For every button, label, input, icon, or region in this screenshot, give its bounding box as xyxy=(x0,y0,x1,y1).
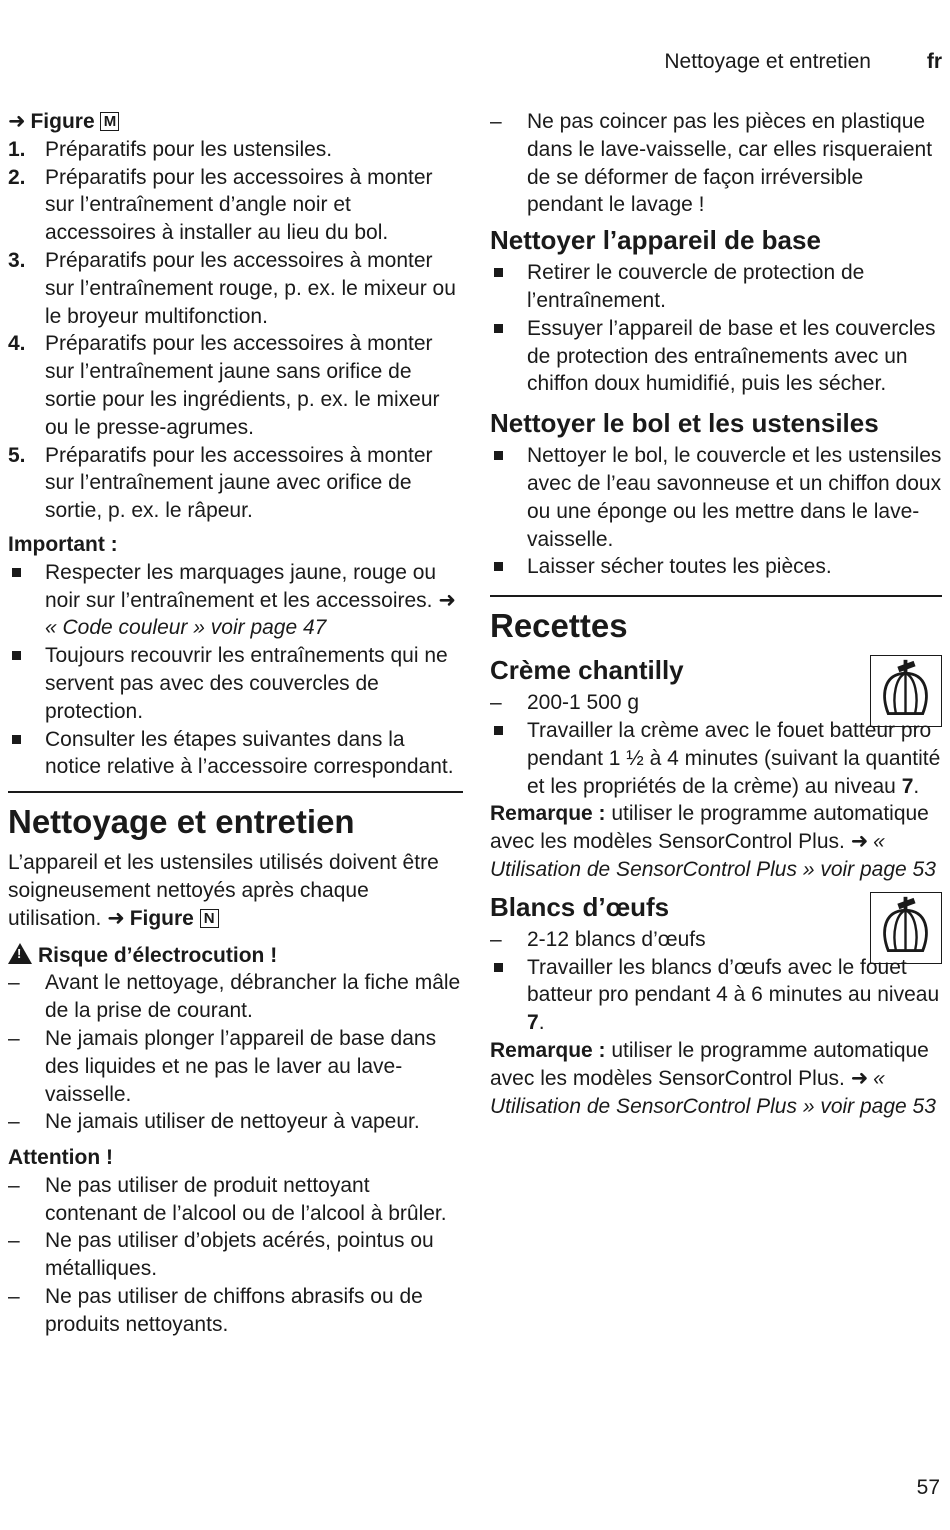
important-text: Consulter les étapes suivantes dans la notice relative à l’accessoire correspondant. xyxy=(45,727,454,779)
arrow-icon: ➜ xyxy=(850,1066,868,1090)
step-text: Préparatifs pour les accessoires à monter sur l’entraînement jaune sans orifice de sortie pour les ingrédients, p. ex. le mixeur ou le presse-agrumes. xyxy=(45,332,440,439)
bullet-icon xyxy=(12,651,21,660)
note-label: Remarque : xyxy=(490,1038,606,1062)
list-item: – 200-1 500 g xyxy=(490,689,942,717)
step-number: 3. xyxy=(8,248,26,272)
step-number: 2. xyxy=(8,165,26,189)
instruction-text: Laisser sécher toutes les pièces. xyxy=(527,555,832,579)
list-item xyxy=(8,559,463,642)
recipe-step: Travailler les blancs d’œufs avec le fouet batteur pro pendant 4 à 6 minutes au niveau xyxy=(527,955,940,1007)
cross-reference-link[interactable]: « Utilisation de SensorControl Plus » voir page 53 xyxy=(490,830,936,881)
instruction-text: Retirer le couvercle de protection de l’entraînement. xyxy=(527,261,865,312)
list-item xyxy=(490,553,942,581)
step-text: Préparatifs pour les accessoires à monter sur l’entraînement jaune avec orifice de sortie, p. ex. le râpeur. xyxy=(45,443,433,523)
attention-text: Ne pas utiliser de chiffons abrasifs ou de produits nettoyants. xyxy=(45,1285,423,1336)
recipe-step: Travailler la crème avec le fouet batteur pro pendant 1 ½ à 4 minutes (suivant la quantité et les propriétés de la crème) au niveau xyxy=(527,718,941,798)
recipe-title: Crème chantilly xyxy=(490,655,684,686)
heading-base: Nettoyer l’appareil de base xyxy=(490,225,821,256)
running-header xyxy=(664,48,942,76)
section-title: Nettoyage et entretien xyxy=(8,803,355,841)
list-item: – 2-12 blancs d’œufs xyxy=(490,926,942,954)
list-item: Travailler les blancs d’œufs avec le fouet batteur pro pendant 4 à 6 minutes au niveau 7. xyxy=(490,954,942,1037)
recipe-blancs xyxy=(490,890,942,1037)
warning-heading xyxy=(8,941,463,970)
note-text: utiliser le programme automatique avec les modèles SensorControl Plus. xyxy=(490,1038,929,1090)
cross-reference-link[interactable]: « Code couleur » voir page 47 xyxy=(45,616,327,640)
list-item xyxy=(8,330,463,441)
list-item xyxy=(8,164,463,247)
recipe-note xyxy=(490,800,942,883)
whisk-icon xyxy=(870,892,942,964)
bullet-icon xyxy=(494,963,503,972)
recipe-note xyxy=(490,1037,942,1120)
list-item xyxy=(8,726,463,782)
list-item xyxy=(8,136,463,164)
list-item xyxy=(8,442,463,525)
instruction-text: Essuyer l’appareil de base et les couvercles de protection des entraînements avec un chiffon doux humidifié, puis les sécher. xyxy=(527,316,936,396)
list-item: Travailler la crème avec le fouet batteur pro pendant 1 ½ à 4 minutes (suivant la quantité et les propriétés de la crème) au niveau 7. xyxy=(490,717,942,800)
recettes-title: Recettes xyxy=(490,607,628,645)
bullet-icon xyxy=(494,451,503,460)
list-item xyxy=(8,247,463,330)
intro-paragraph xyxy=(8,849,463,932)
bullet-icon xyxy=(494,726,503,735)
left-column xyxy=(8,108,463,1339)
list-item: – Ne pas utiliser d’objets acérés, pointus ou métalliques. xyxy=(8,1227,463,1283)
bullet-icon xyxy=(12,735,21,744)
step-text: Préparatifs pour les accessoires à monter sur l’entraînement d’angle noir et accessoires à installer au lieu du bol. xyxy=(45,165,433,245)
whisk-icon xyxy=(870,655,942,727)
list-item xyxy=(490,315,942,398)
intro-text: L’appareil et les ustensiles utilisés doivent être soigneusement nettoyés après chaque utilisation. xyxy=(8,851,439,930)
speed-level: 7 xyxy=(901,774,914,798)
arrow-icon: ➜ xyxy=(8,110,25,133)
step-number: 1. xyxy=(8,137,26,161)
list-item xyxy=(490,442,942,553)
speed-level: 7 xyxy=(527,1011,539,1035)
figure-box: N xyxy=(200,909,219,928)
warning-icon xyxy=(8,943,32,964)
important-text: Respecter les marquages jaune, rouge ou noir sur l’entraînement et les accessoires. xyxy=(45,560,437,612)
warning-title: Risque d’électrocution ! xyxy=(38,943,278,967)
arrow-icon: ➜ xyxy=(850,830,868,854)
list-item xyxy=(8,642,463,725)
list-item: – Ne pas utiliser de produit nettoyant contenant de l’alcool ou de l’alcool à brûler. xyxy=(8,1172,463,1228)
important-text: Toujours recouvrir les entraînements qui ne servent pas avec des couvercles de protection. xyxy=(45,644,448,723)
bullet-icon xyxy=(494,562,503,571)
list-item: – Ne jamais utiliser de nettoyeur à vapeur. xyxy=(8,1108,463,1136)
figure-box: M xyxy=(100,112,119,131)
arrow-icon: ➜ xyxy=(438,588,455,612)
attention-text: Ne pas utiliser d’objets acérés, pointus ou métalliques. xyxy=(45,1229,434,1281)
list-item: – Ne pas utiliser de chiffons abrasifs ou de produits nettoyants. xyxy=(8,1283,463,1339)
recipe-creme xyxy=(490,653,942,800)
figure-label: Figure xyxy=(129,906,194,930)
recipe-title: Blancs d’œufs xyxy=(490,891,670,922)
section-divider xyxy=(8,791,463,843)
cross-reference-link[interactable]: « Utilisation de SensorControl Plus » voir page 53 xyxy=(490,1066,936,1118)
header-lang: fr xyxy=(926,50,942,73)
instruction-text: Nettoyer le bol, le couvercle et les ustensiles avec de l’eau savonneuse et un chiffon doux ou une éponge ou les mettre dans le lave-vaisselle. xyxy=(527,444,942,551)
attention-text: Ne pas utiliser de produit nettoyant contenant de l’alcool ou de l’alcool à brûler. xyxy=(45,1173,447,1225)
right-column xyxy=(490,108,942,1120)
bullet-icon xyxy=(12,568,21,577)
list-item xyxy=(490,259,942,315)
bullet-icon xyxy=(494,324,503,333)
warning-text: Ne jamais utiliser de nettoyeur à vapeur. xyxy=(45,1110,420,1134)
attention-text: Ne pas coincer pas les pièces en plastique dans le lave-vaisselle, car elles risqueraient de se déformer de façon irréversible pendant le lavage ! xyxy=(527,110,933,217)
section-divider xyxy=(490,595,942,647)
list-item: – Ne pas coincer pas les pièces en plastique dans le lave-vaisselle, car elles risqueraient de se déformer de façon irréversible pendant le lavage ! xyxy=(490,108,942,219)
step-text: Préparatifs pour les ustensiles. xyxy=(45,137,333,161)
warning-text: Avant le nettoyage, débrancher la fiche mâle de la prise de courant. xyxy=(45,971,461,1023)
step-text: Préparatifs pour les accessoires à monter sur l’entraînement rouge, p. ex. le mixeur ou le broyeur multifonction. xyxy=(45,248,456,328)
note-label: Remarque : xyxy=(490,802,606,826)
page-number: 57 xyxy=(916,1476,940,1499)
header-section: Nettoyage et entretien xyxy=(664,50,871,73)
list-item: – Avant le nettoyage, débrancher la fiche mâle de la prise de courant. xyxy=(8,969,463,1025)
warning-text: Ne jamais plonger l’appareil de base dans des liquides et ne pas le laver au lave-vaisselle. xyxy=(45,1026,437,1106)
arrow-icon: ➜ xyxy=(107,906,124,930)
step-number: 5. xyxy=(8,443,26,467)
attention-label: Attention ! xyxy=(8,1146,113,1170)
list-item: – Ne jamais plonger l’appareil de base dans des liquides et ne pas le laver au lave-vaisselle. xyxy=(8,1025,463,1108)
note-text: utiliser le programme automatique avec les modèles SensorControl Plus. xyxy=(490,802,929,854)
recipe-quantity: 200-1 500 g xyxy=(527,691,640,715)
step-number: 4. xyxy=(8,332,26,356)
steps-list xyxy=(8,136,463,525)
figure-label: Figure xyxy=(30,110,95,133)
bullet-icon xyxy=(494,268,503,277)
figure-reference xyxy=(8,108,463,136)
important-label: Important : xyxy=(8,532,118,556)
heading-bol: Nettoyer le bol et les ustensiles xyxy=(490,408,879,439)
recipe-quantity: 2-12 blancs d’œufs xyxy=(527,927,706,951)
